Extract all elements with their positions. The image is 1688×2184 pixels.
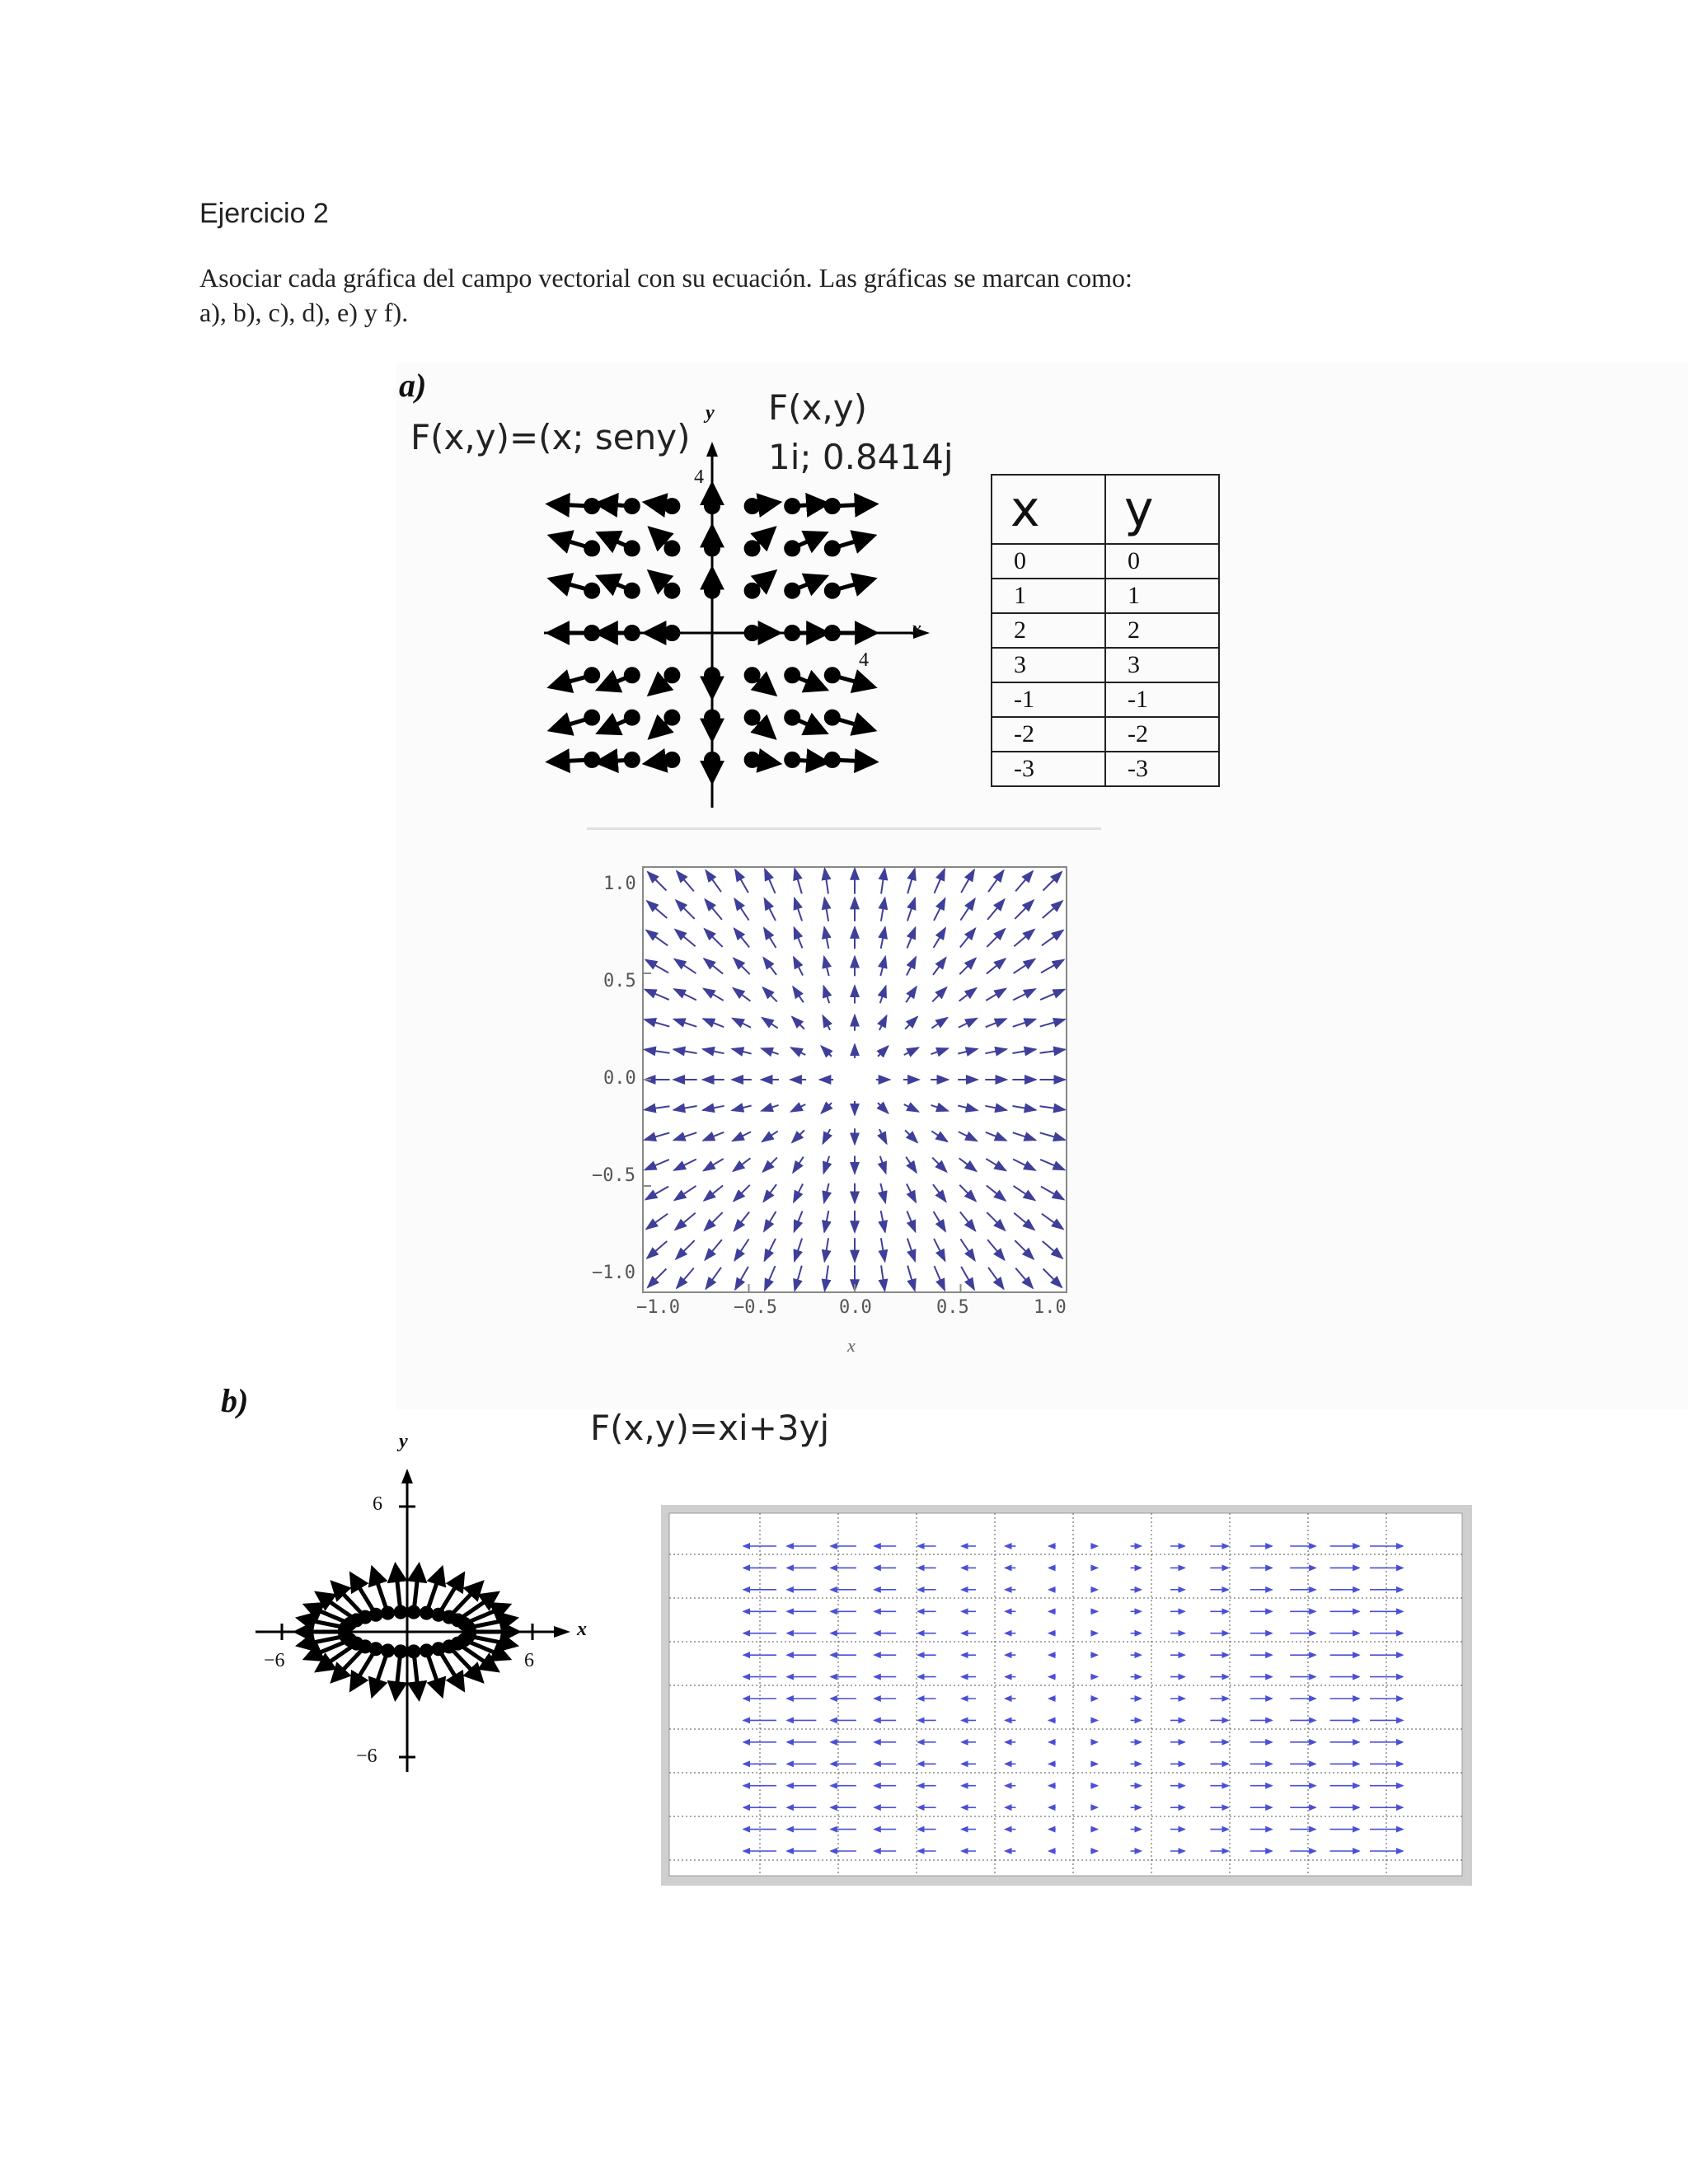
- sketch-arrow-tail: [666, 500, 678, 512]
- sketch-arrow-tail: [786, 712, 798, 724]
- sketch-arrow-tail: [626, 754, 638, 766]
- table-cell: 1: [992, 579, 1105, 613]
- x-tick-label: 0.5: [936, 1297, 969, 1318]
- x-tick-label: 0.0: [839, 1297, 872, 1318]
- sketch-arrow-tail: [786, 585, 798, 597]
- sketch-arrow-tail: [747, 585, 758, 597]
- sketch-arrow-tail: [626, 712, 638, 724]
- table-row: [992, 752, 1219, 786]
- part-a-label: a): [399, 367, 427, 404]
- part-b-label: b): [221, 1382, 249, 1419]
- table-cell: 2: [992, 613, 1105, 648]
- part-b-tick-right: 6: [524, 1650, 534, 1671]
- part-a-eval-line2: 1i; 0.8414j: [768, 437, 954, 477]
- table-cell: 0: [1105, 544, 1219, 579]
- part-a-eval-line1: F(x,y): [768, 387, 867, 428]
- sketch-arrow-tail: [786, 754, 798, 766]
- y-tick-label: 1.0: [603, 874, 636, 894]
- table-row: [992, 682, 1219, 717]
- x-tick-label: 1.0: [1034, 1297, 1067, 1318]
- sketch-arrow: [426, 1651, 441, 1695]
- x-tick-label: −0.5: [734, 1297, 777, 1318]
- plot-x-label: x: [847, 1335, 856, 1356]
- sketch-arrow: [426, 1569, 441, 1614]
- sketch-arrow: [373, 1569, 387, 1614]
- sketch-arrow-tail: [626, 669, 638, 681]
- sketch-arrow-tail: [786, 669, 798, 681]
- part-b-y-axis-label: y: [399, 1431, 408, 1452]
- sketch-arrow-tail: [827, 500, 838, 512]
- part-a-y-axis-label: y: [706, 402, 715, 424]
- y-tick-label: 0.0: [603, 1068, 636, 1089]
- sketch-arrow-tail: [747, 542, 758, 554]
- table-header-y: y: [1105, 475, 1219, 544]
- sketch-arrow-tail: [827, 669, 838, 681]
- x-tick-label: −1.0: [636, 1297, 680, 1318]
- sketch-arrow-tail: [586, 500, 598, 512]
- sketch-arrow-tail: [747, 712, 758, 724]
- table-cell: -3: [992, 752, 1105, 786]
- sketch-arrow-tail: [747, 669, 758, 681]
- table-cell: 3: [1105, 648, 1219, 682]
- table-row: [992, 579, 1219, 613]
- sketch-arrow-tail: [666, 754, 678, 766]
- part-b-equation: F(x,y)=xi+3yj: [590, 1408, 830, 1448]
- sketch-arrow-tail: [827, 542, 838, 554]
- xy-table: [991, 474, 1220, 787]
- table-cell: 2: [1105, 613, 1219, 648]
- part-b-ellipse-sketch: [247, 1459, 610, 1788]
- instructions-line-2: a), b), c), d), e) y f).: [199, 298, 409, 327]
- part-a-y-tick: 4: [694, 466, 704, 488]
- part-a-vector-sketch: [528, 396, 973, 808]
- part-b-grid-plot: [661, 1505, 1472, 1886]
- part-a-x-tick: 4: [859, 649, 869, 671]
- table-header-row: [992, 475, 1219, 544]
- table-row: [992, 544, 1219, 579]
- y-tick-label: −0.5: [592, 1165, 635, 1186]
- table-cell: 1: [1105, 579, 1219, 613]
- sketch-arrow-tail: [626, 542, 638, 554]
- sketch-arrow-tail: [827, 712, 838, 724]
- table-row: [992, 613, 1219, 648]
- sketch-arrow-tail: [747, 500, 758, 512]
- sketch-arrow: [373, 1651, 387, 1695]
- sketch-arrow-tail: [666, 712, 678, 724]
- sketch-arrow-tail: [586, 712, 598, 724]
- sketch-arrow-tail: [827, 585, 838, 597]
- part-b-x-axis-label: x: [577, 1619, 587, 1640]
- table-row: [992, 717, 1219, 752]
- table-row: [992, 648, 1219, 682]
- sketch-arrow-tail: [626, 585, 638, 597]
- sketch-arrow-tail: [666, 542, 678, 554]
- table-cell: -2: [1105, 717, 1219, 752]
- table-cell: 0: [992, 544, 1105, 579]
- sketch-arrow-tail: [666, 585, 678, 597]
- sketch-arrow-tail: [586, 754, 598, 766]
- instructions: [199, 260, 1271, 330]
- instructions-line-1: Asociar cada gráfica del campo vectorial con su ecuación. Las gráficas se marcan como:: [199, 263, 1132, 293]
- part-a-radial-plot: [577, 857, 1104, 1368]
- sketch-arrow-tail: [827, 754, 838, 766]
- part-a-equation: F(x,y)=(x; seny): [410, 417, 691, 457]
- part-a-x-axis-label: x: [912, 618, 921, 640]
- sketch-arrow-tail: [786, 500, 798, 512]
- sketch-arrow-tail: [747, 754, 758, 766]
- table-cell: -1: [1105, 682, 1219, 717]
- part-b-tick-bottom: −6: [356, 1746, 377, 1767]
- sketch-arrow-tail: [666, 669, 678, 681]
- sketch-arrow-tail: [586, 585, 598, 597]
- table-header-x: x: [992, 475, 1105, 544]
- table-cell: -3: [1105, 752, 1219, 786]
- sketch-arrow-tail: [586, 669, 598, 681]
- part-b-tick-left: −6: [264, 1650, 285, 1671]
- plot-separator: [587, 827, 1101, 830]
- y-tick-label: 0.5: [603, 971, 636, 991]
- table-cell: -2: [992, 717, 1105, 752]
- table-cell: 3: [992, 648, 1105, 682]
- y-tick-label: −1.0: [592, 1263, 635, 1283]
- sketch-arrow-tail: [626, 500, 638, 512]
- table-cell: -1: [992, 682, 1105, 717]
- sketch-arrow-tail: [786, 542, 798, 554]
- sketch-arrow-tail: [586, 542, 598, 554]
- part-b-tick-top: 6: [373, 1493, 382, 1515]
- exercise-heading: Ejercicio 2: [199, 198, 329, 229]
